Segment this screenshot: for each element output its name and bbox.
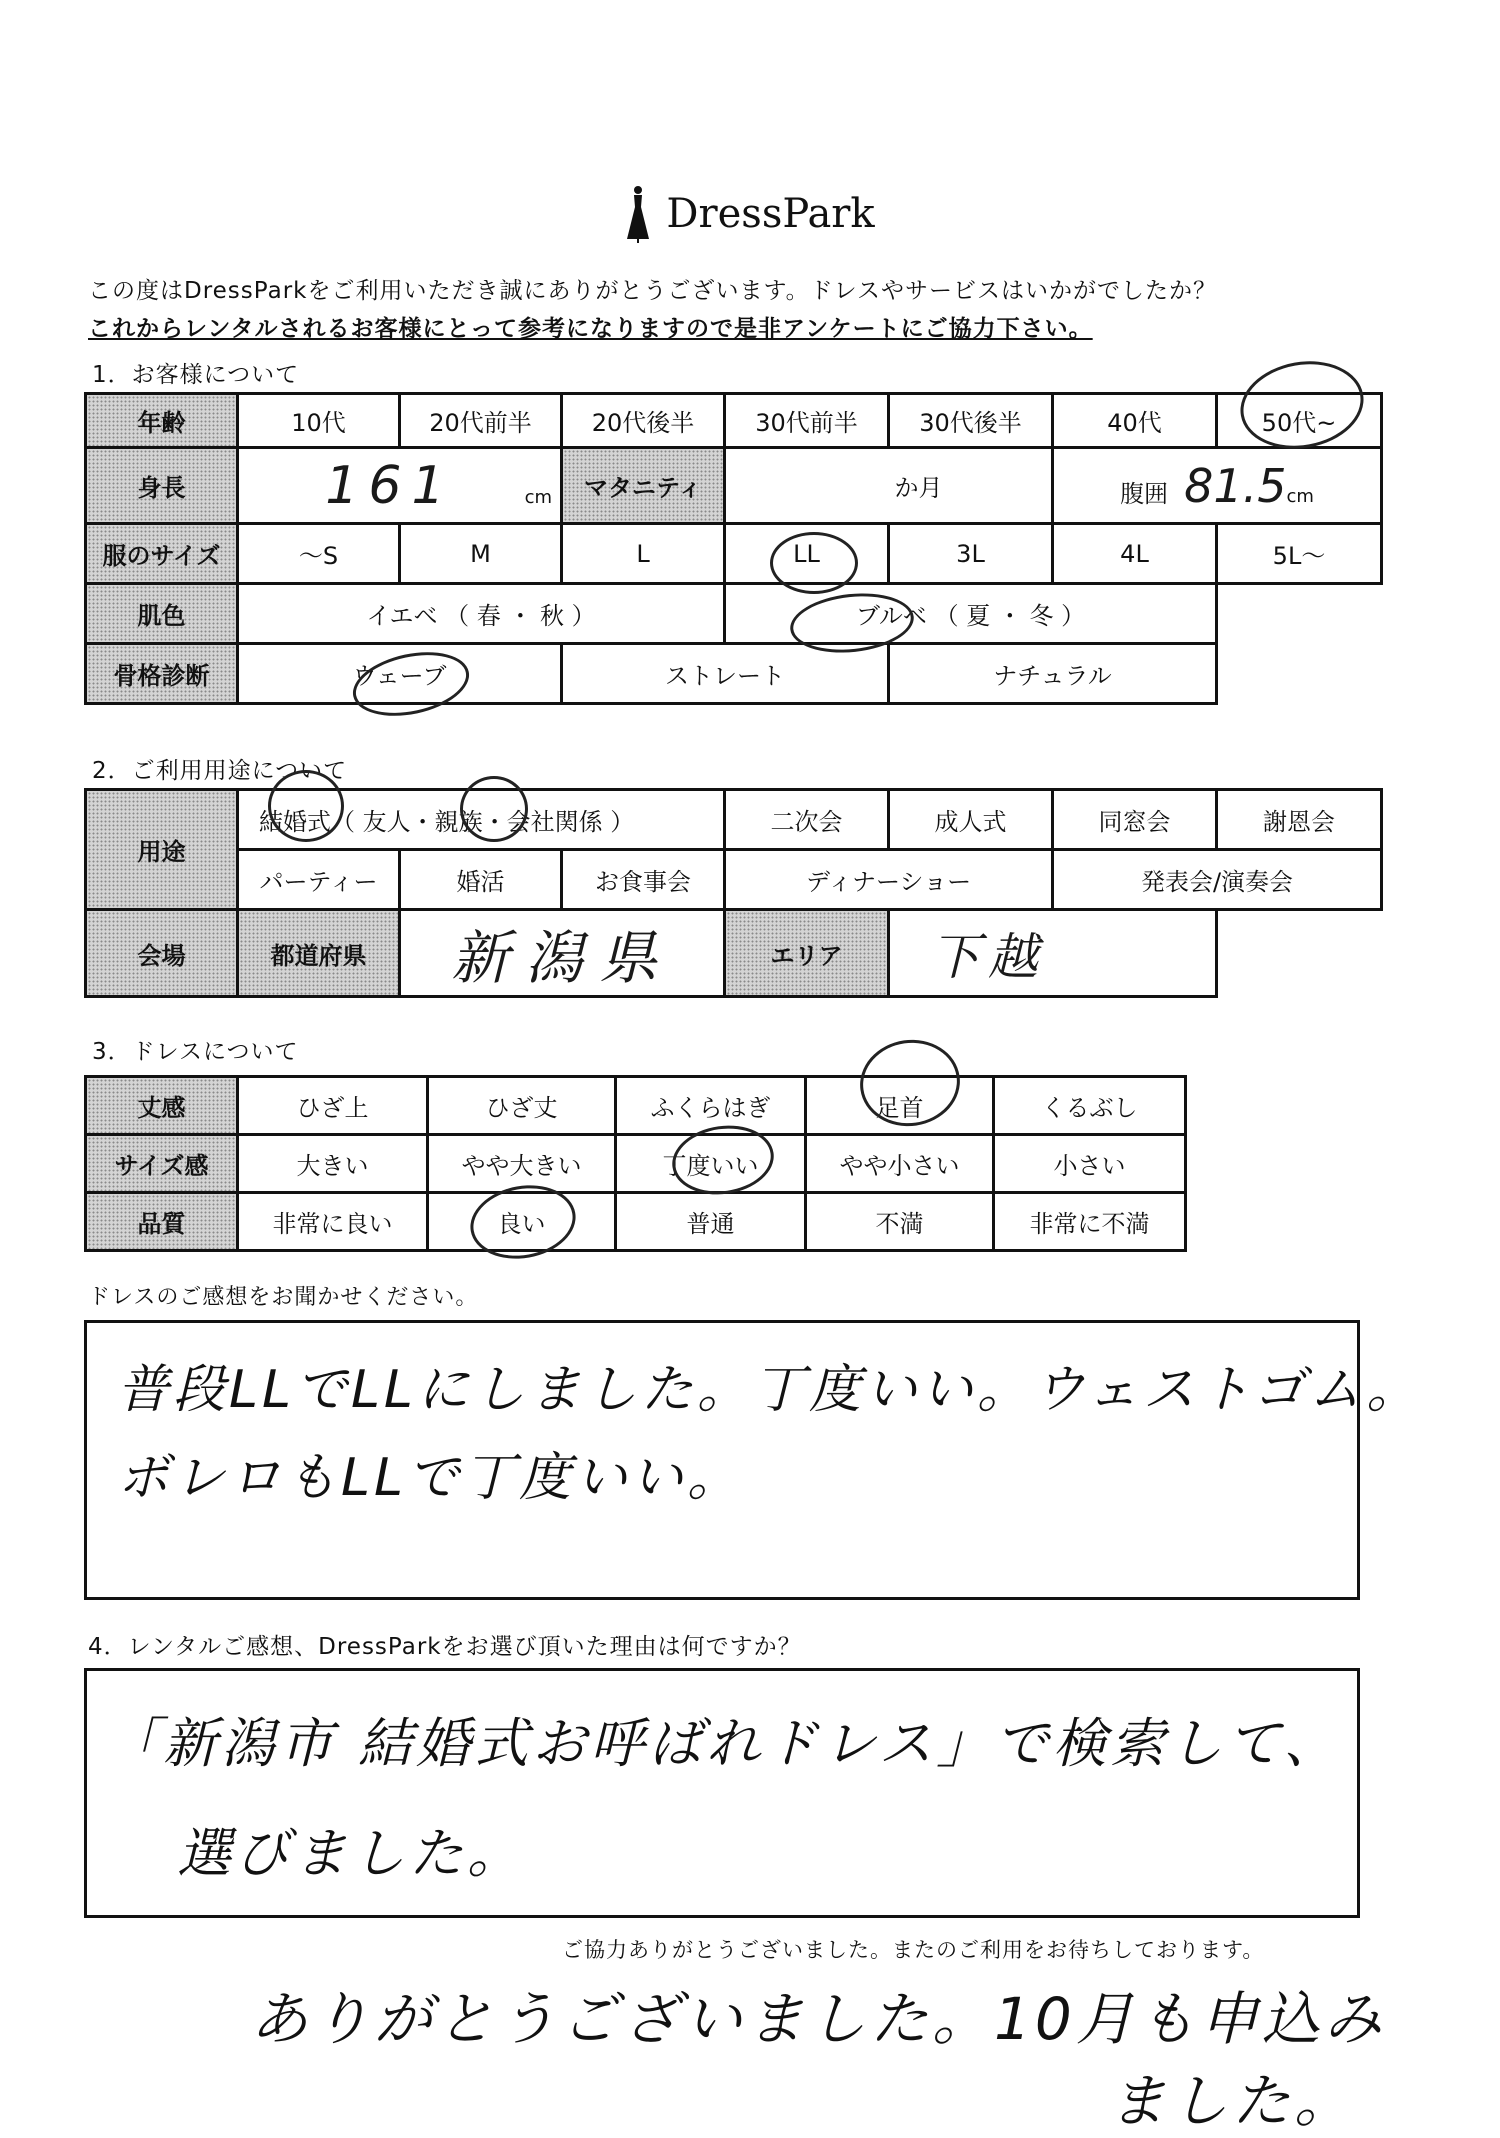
purpose-option[interactable]: 発表会/演奏会: [1053, 850, 1382, 910]
quality-option[interactable]: 非常に良い: [238, 1193, 428, 1251]
length-option[interactable]: ふくらはぎ: [616, 1077, 806, 1135]
frame-label: 骨格診断: [86, 644, 238, 704]
reason-box[interactable]: [84, 1668, 1360, 1918]
age-option[interactable]: 10代: [238, 394, 400, 448]
size-option-selected[interactable]: LL: [725, 524, 889, 584]
skin-blue-label: ブルベ: [855, 602, 927, 630]
dress-comment-line: 普段LLでLLにしました。丁度いい。ウェストゴム。: [117, 1360, 1423, 1420]
brand-name: DressPark: [666, 191, 875, 237]
section4-title: 4．レンタルご感想、DressParkをお選び頂いた理由は何ですか？: [88, 1634, 802, 1660]
customer-table: [84, 392, 1383, 705]
intro-text: この度はDressParkをご利用いただき誠にありがとうございます。ドレスやサービスはいかがでしたか？: [88, 278, 1217, 304]
maternity-label: マタニティ: [562, 448, 725, 524]
size-option[interactable]: ～S: [238, 524, 400, 584]
age-option[interactable]: 30代前半: [725, 394, 889, 448]
waist-value: 81.5: [1184, 458, 1287, 513]
skin-option-yellow[interactable]: イエベ （ 春 ・ 秋 ）: [238, 584, 725, 644]
height-label: 身長: [86, 448, 238, 524]
maternity-unit: か月: [894, 474, 943, 502]
skin-label: 肌色: [86, 584, 238, 644]
quality-option[interactable]: 普通: [616, 1193, 806, 1251]
dress-comment-box[interactable]: [84, 1320, 1423, 1600]
venue-label: 会場: [86, 910, 238, 997]
brand-logo: [0, 185, 1500, 243]
purpose-option[interactable]: 二次会: [725, 790, 889, 850]
waist-field[interactable]: [1053, 448, 1382, 524]
dress-comment-line: ボレロもLLで丁度いい。: [117, 1448, 743, 1508]
waist-label: 腹囲: [1120, 479, 1169, 508]
height-field[interactable]: [238, 448, 562, 524]
area-label: エリア: [725, 910, 889, 997]
fit-row: [86, 1135, 1186, 1193]
length-label: 丈感: [86, 1077, 238, 1135]
prefecture-field[interactable]: [400, 910, 725, 997]
skin-blue-detail: （ 夏 ・ 冬 ）: [934, 602, 1086, 630]
section3-title: 3．ドレスについて: [92, 1039, 299, 1065]
closing-line: ました。: [1108, 2067, 1357, 2135]
dress-table: [84, 1075, 1187, 1252]
length-option-selected[interactable]: 足首: [806, 1077, 994, 1135]
prefecture-label: 都道府県: [238, 910, 400, 997]
frame-option[interactable]: ストレート: [562, 644, 889, 704]
size-option[interactable]: L: [562, 524, 725, 584]
purpose-option[interactable]: 同窓会: [1053, 790, 1217, 850]
purpose-option[interactable]: 成人式: [889, 790, 1053, 850]
frame-row: [86, 644, 1382, 704]
fit-option-selected[interactable]: 丁度いい: [616, 1135, 806, 1193]
quality-option-selected[interactable]: 良い: [428, 1193, 616, 1251]
size-row: [86, 524, 1382, 584]
fit-option[interactable]: 小さい: [994, 1135, 1186, 1193]
age-option-selected[interactable]: 50代~: [1217, 394, 1382, 448]
purpose-wedding[interactable]: 結婚式（ 友人・親族・会社関係 ）: [238, 790, 725, 850]
section1-title: 1．お客様について: [92, 362, 300, 388]
area-field[interactable]: [889, 910, 1217, 997]
dress-comment-prompt: ドレスのご感想をお聞かせください。: [88, 1285, 479, 1310]
closing-line: ありがとうございました。10月も申込み: [250, 1985, 1386, 2053]
length-row: [86, 1077, 1186, 1135]
age-option[interactable]: 20代前半: [400, 394, 562, 448]
age-label: 年齢: [86, 394, 238, 448]
purpose-row-2: [86, 850, 1382, 910]
length-option[interactable]: ひざ上: [238, 1077, 428, 1135]
maternity-field[interactable]: [725, 448, 1053, 524]
thanks-text: ご協力ありがとうございました。またのご利用をお待ちしております。: [562, 1938, 1265, 1962]
size-label: 服のサイズ: [86, 524, 238, 584]
fit-label: サイズ感: [86, 1135, 238, 1193]
length-option[interactable]: ひざ丈: [428, 1077, 616, 1135]
intro-request: これからレンタルされるお客様にとって参考になりますので是非アンケートにご協力下さい。: [88, 316, 1093, 342]
purpose-option[interactable]: ディナーショー: [725, 850, 1053, 910]
size-option[interactable]: 5L～: [1217, 524, 1382, 584]
length-option[interactable]: くるぶし: [994, 1077, 1186, 1135]
quality-option[interactable]: 不満: [806, 1193, 994, 1251]
height-unit: cm: [524, 486, 552, 508]
purpose-option[interactable]: 婚活: [400, 850, 562, 910]
prefecture-value: 新潟県: [451, 924, 674, 992]
waist-unit: cm: [1286, 485, 1314, 507]
age-row: [86, 394, 1382, 448]
fit-option[interactable]: やや大きい: [428, 1135, 616, 1193]
quality-label: 品質: [86, 1193, 238, 1251]
reason-line: 「新潟市 結婚式お呼ばれドレス」で検索して、: [105, 1712, 1342, 1775]
dress-icon: [625, 185, 651, 243]
quality-row: [86, 1193, 1186, 1251]
purpose-table: [84, 788, 1383, 998]
venue-row: [86, 910, 1382, 997]
purpose-option[interactable]: 謝恩会: [1217, 790, 1382, 850]
age-option[interactable]: 20代後半: [562, 394, 725, 448]
fit-option[interactable]: 大きい: [238, 1135, 428, 1193]
size-option[interactable]: M: [400, 524, 562, 584]
skin-option-blue[interactable]: [725, 584, 1217, 644]
purpose-row-1: [86, 790, 1382, 850]
reason-line: 選びました。: [177, 1822, 525, 1885]
body-row: [86, 448, 1382, 524]
skin-row: [86, 584, 1382, 644]
purpose-option[interactable]: お食事会: [562, 850, 725, 910]
age-option[interactable]: 30代後半: [889, 394, 1053, 448]
quality-option[interactable]: 非常に不満: [994, 1193, 1186, 1251]
frame-option-selected[interactable]: ウェーブ: [238, 644, 562, 704]
size-option[interactable]: 3L: [889, 524, 1053, 584]
size-option[interactable]: 4L: [1053, 524, 1217, 584]
purpose-label: 用途: [86, 790, 238, 910]
frame-option[interactable]: ナチュラル: [889, 644, 1217, 704]
purpose-option[interactable]: パーティー: [238, 850, 400, 910]
fit-option[interactable]: やや小さい: [806, 1135, 994, 1193]
section2-title: 2．ご利用用途について: [92, 758, 348, 784]
area-value: 下越: [930, 928, 1047, 986]
height-value: 161: [325, 455, 455, 516]
age-option[interactable]: 40代: [1053, 394, 1217, 448]
